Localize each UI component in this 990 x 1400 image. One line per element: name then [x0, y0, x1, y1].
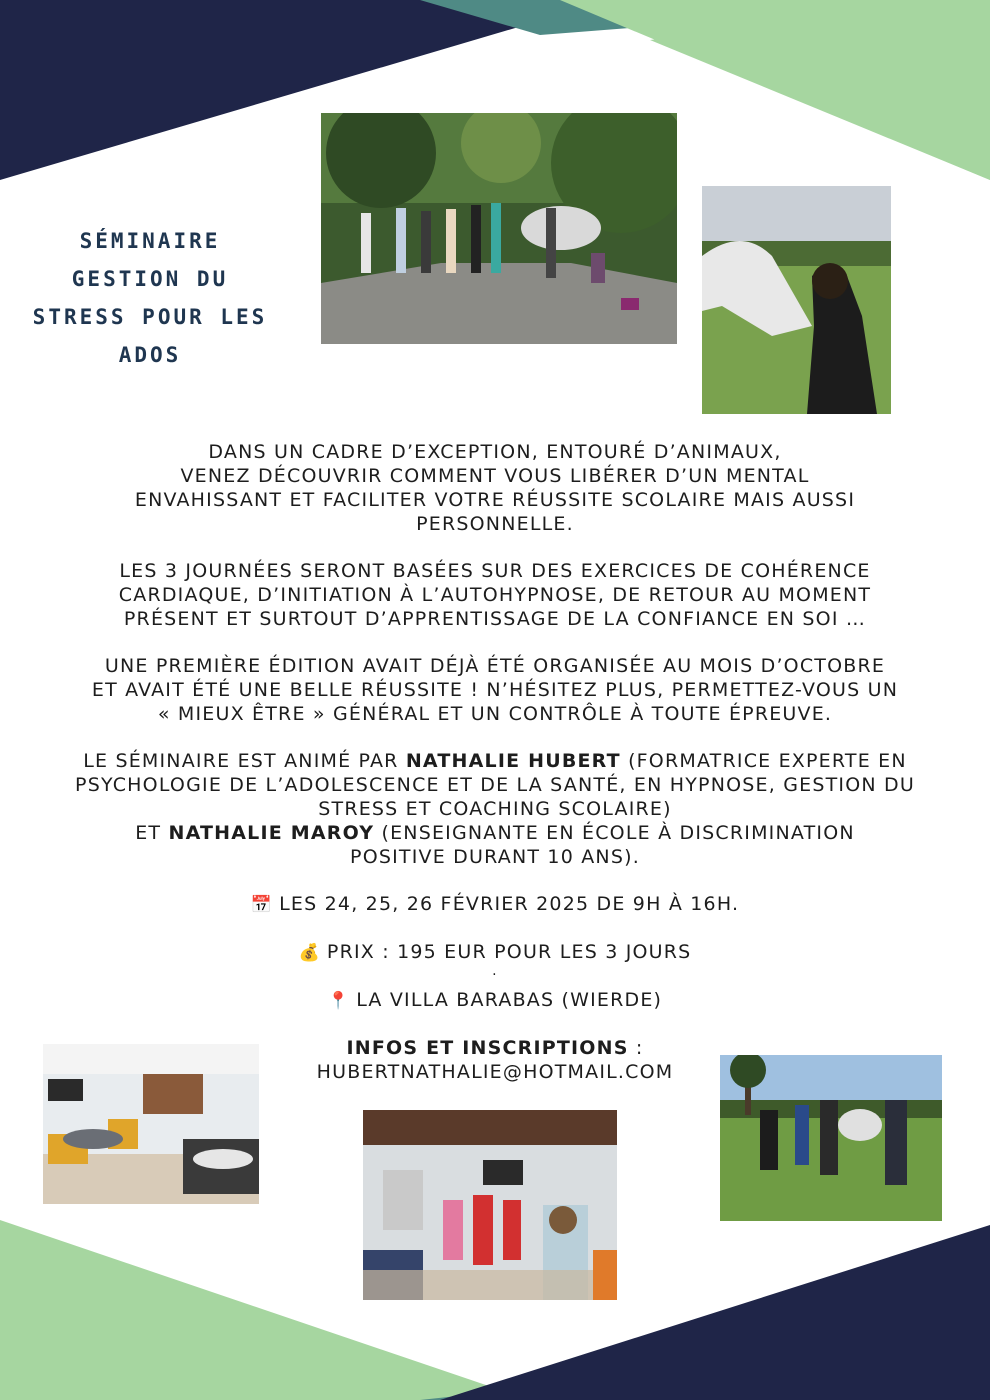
- location-line: [0, 988, 990, 1013]
- money-bag-icon: 💰: [298, 943, 321, 963]
- contact-label: INFOS ET INSCRIPTIONS: [346, 1037, 629, 1059]
- history-line: UNE PREMIÈRE ÉDITION AVAIT DÉJÀ ÉTÉ ORGANISÉE AU MOIS D’OCTOBRE: [104, 655, 886, 677]
- animator-name-hubert: NATHALIE HUBERT: [405, 750, 621, 772]
- photo-girl-with-horse: [702, 186, 891, 414]
- program-line: CARDIAQUE, D’INITIATION À L’AUTOHYPNOSE, DE RETOUR AU MOMENT: [118, 584, 872, 606]
- animators-line: PSYCHOLOGIE DE L’ADOLESCENCE ET DE LA SANTÉ, EN HYPNOSE, GESTION DU: [75, 774, 915, 796]
- intro-paragraph: [0, 440, 990, 536]
- seminar-description: [0, 440, 990, 1084]
- contact-line: [0, 1036, 990, 1060]
- title-line: SÉMINAIRE: [79, 229, 221, 253]
- animators-line: STRESS ET COACHING SCOLAIRE): [318, 798, 672, 820]
- animators-line: [0, 821, 990, 845]
- title-line: GESTION DU: [71, 267, 229, 291]
- program-paragraph: [0, 559, 990, 631]
- history-line: « MIEUX ÊTRE » GÉNÉRAL ET UN CONTRÔLE À TOUTE ÉPREUVE.: [157, 703, 833, 725]
- price-dot: .: [492, 963, 498, 979]
- calendar-icon: 📅: [250, 895, 274, 915]
- animators-text: ET: [135, 822, 169, 844]
- intro-line: DANS UN CADRE D’EXCEPTION, ENTOURÉ D’ANIMAUX,: [208, 441, 782, 463]
- animator-name-maroy: NATHALIE MAROY: [168, 822, 375, 844]
- intro-line: PERSONNELLE.: [416, 513, 574, 535]
- animators-paragraph: [0, 749, 990, 869]
- price-line: [0, 940, 990, 965]
- animators-text: LE SÉMINAIRE EST ANIMÉ PAR: [83, 750, 406, 772]
- program-line: LES 3 JOURNÉES SERONT BASÉES SUR DES EXERCICES DE COHÉRENCE: [119, 560, 871, 582]
- history-line: ET AVAIT ÉTÉ UNE BELLE RÉUSSITE ! N’HÉSITEZ PLUS, PERMETTEZ-VOUS UN: [91, 679, 899, 701]
- history-paragraph: [0, 654, 990, 726]
- price-text: PRIX : 195 EUR POUR LES 3 JOURS: [326, 941, 692, 963]
- pin-icon: 📍: [327, 991, 351, 1011]
- email-link[interactable]: HUBERTNATHALIE@HOTMAIL.COM: [316, 1061, 674, 1083]
- dates-line: [0, 892, 990, 917]
- seminar-title: [0, 222, 300, 374]
- contact-separator: :: [628, 1037, 644, 1059]
- photo-group-exercise: [363, 1110, 617, 1300]
- animators-text: (FORMATRICE EXPERTE EN: [620, 750, 907, 772]
- photo-group-with-horse: [321, 113, 677, 344]
- intro-line: ENVAHISSANT ET FACILITER VOTRE RÉUSSITE SCOLAIRE MAIS AUSSI: [134, 489, 856, 511]
- animators-line: POSITIVE DURANT 10 ANS).: [350, 846, 640, 868]
- dates-text: LES 24, 25, 26 FÉVRIER 2025 DE 9H À 16H.: [279, 893, 740, 915]
- title-line: ADOS: [118, 343, 182, 367]
- location-text: LA VILLA BARABAS (WIERDE): [356, 989, 663, 1011]
- title-line: STRESS POUR LES: [32, 305, 268, 329]
- program-line: PRÉSENT ET SURTOUT D’APPRENTISSAGE DE LA CONFIANCE EN SOI …: [123, 608, 867, 630]
- animators-text: (ENSEIGNANTE EN ÉCOLE À DISCRIMINATION: [374, 822, 855, 844]
- animators-line: [0, 749, 990, 773]
- intro-line: VENEZ DÉCOUVRIR COMMENT VOUS LIBÉRER D’UN MENTAL: [180, 465, 810, 487]
